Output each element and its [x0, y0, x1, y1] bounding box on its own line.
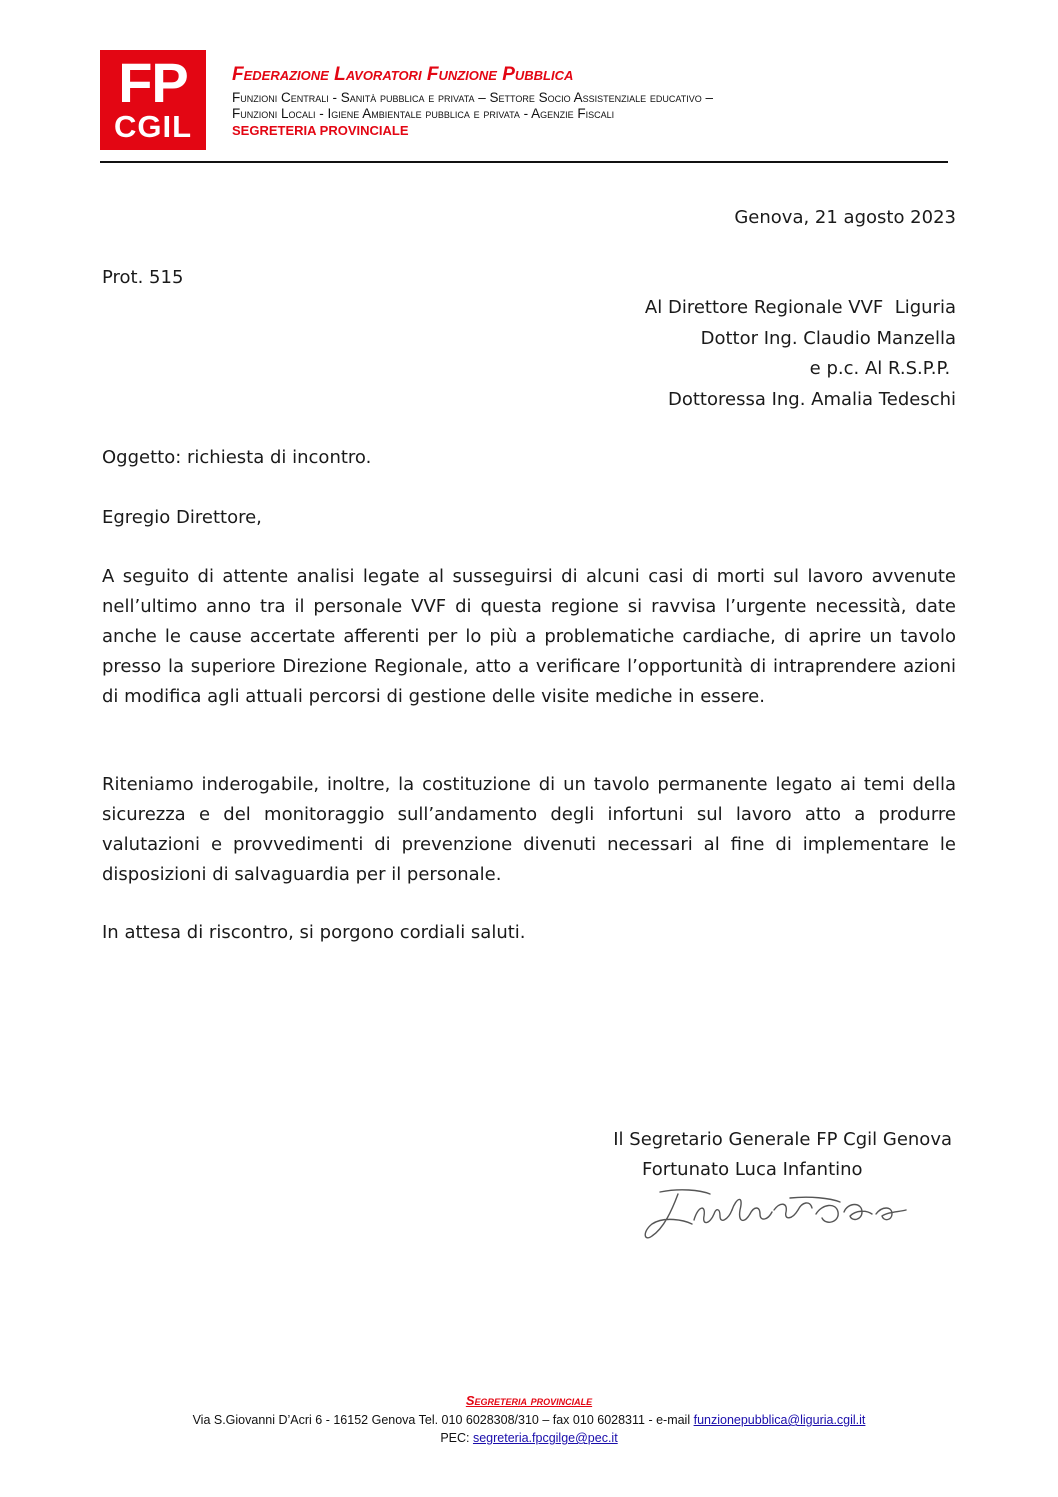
letter-date: Genova, 21 agosto 2023 — [734, 207, 956, 228]
protocol-number: Prot. 515 — [102, 267, 184, 288]
recipient-line: Dottoressa Ing. Amalia Tedeschi — [668, 388, 956, 410]
signatory-name: Fortunato Luca Infantino — [642, 1159, 863, 1180]
handwritten-signature — [640, 1180, 930, 1260]
footer-pec-line — [0, 1430, 1058, 1446]
organization-title: Federazione Lavoratori Funzione Pubblica — [232, 64, 574, 85]
letter-greeting: Egregio Direttore, — [102, 507, 262, 528]
letter-closing: In attesa di riscontro, si porgono cordiali saluti. — [102, 922, 526, 943]
body-paragraph-1: A seguito di attente analisi legate al susseguirsi di alcuni casi di morti sul lavoro avvenute nell’ultimo anno tra il personale VVF di questa regione si ravvisa l’urgente necessità, date anche le cause accertate afferenti per lo più a problematiche cardiache, di aprire un tavolo presso la superiore Direzione Regionale, atto a verificare l’opportunità di intraprendere azioni di modifica agli attuali percorsi di gestione delle visite mediche in essere. — [102, 566, 956, 707]
office-label: SEGRETERIA PROVINCIALE — [232, 123, 409, 138]
footer-pec-link[interactable]: segreteria.fpcgilge@pec.it — [472, 1431, 618, 1445]
recipient-line: e p.c. Al R.S.P.P. — [809, 358, 956, 379]
footer-office: Segreteria provinciale — [465, 1393, 593, 1408]
logo-cgil-text: CGIL — [113, 109, 193, 144]
header-divider — [100, 161, 948, 163]
sectors-line-1: Funzioni Centrali - Sanità pubblica e privata – Settore Socio Assistenziale educativo – — [232, 90, 714, 105]
body-paragraph-2: Riteniamo inderogabile, inoltre, la costituzione di un tavolo permanente legato ai temi della sicurezza e del monitoraggio sull’andamento degli infortuni sul lavoro atto a produrre valutazioni e provvedimenti di prevenzione divenuti necessari al fine di implementare le disposizioni di salvaguardia per il personale. — [102, 774, 956, 885]
recipient-line: Dottor Ing. Claudio Manzella — [700, 327, 956, 349]
fp-cgil-logo — [100, 50, 206, 150]
footer-address: Via S.Giovanni D’Acri 6 - 16152 Genova Tel. 010 6028308/310 – fax 010 6028311 - e-mail — [192, 1413, 694, 1427]
sectors-line-2: Funzioni Locali - Igiene Ambientale pubblica e privata - Agenzie Fiscali — [232, 106, 615, 121]
signatory-title: Il Segretario Generale FP Cgil Genova — [613, 1129, 952, 1150]
footer-pec-label: PEC: — [440, 1431, 473, 1445]
letter-subject: Oggetto: richiesta di incontro. — [102, 447, 372, 468]
logo-fp-text: FP — [118, 51, 188, 114]
footer-email-link[interactable]: funzionepubblica@liguria.cgil.it — [693, 1413, 866, 1427]
recipient-line: Al Direttore Regionale VVF Liguria — [644, 297, 956, 318]
recipients-block — [645, 293, 956, 415]
footer-address-line — [0, 1412, 1058, 1428]
